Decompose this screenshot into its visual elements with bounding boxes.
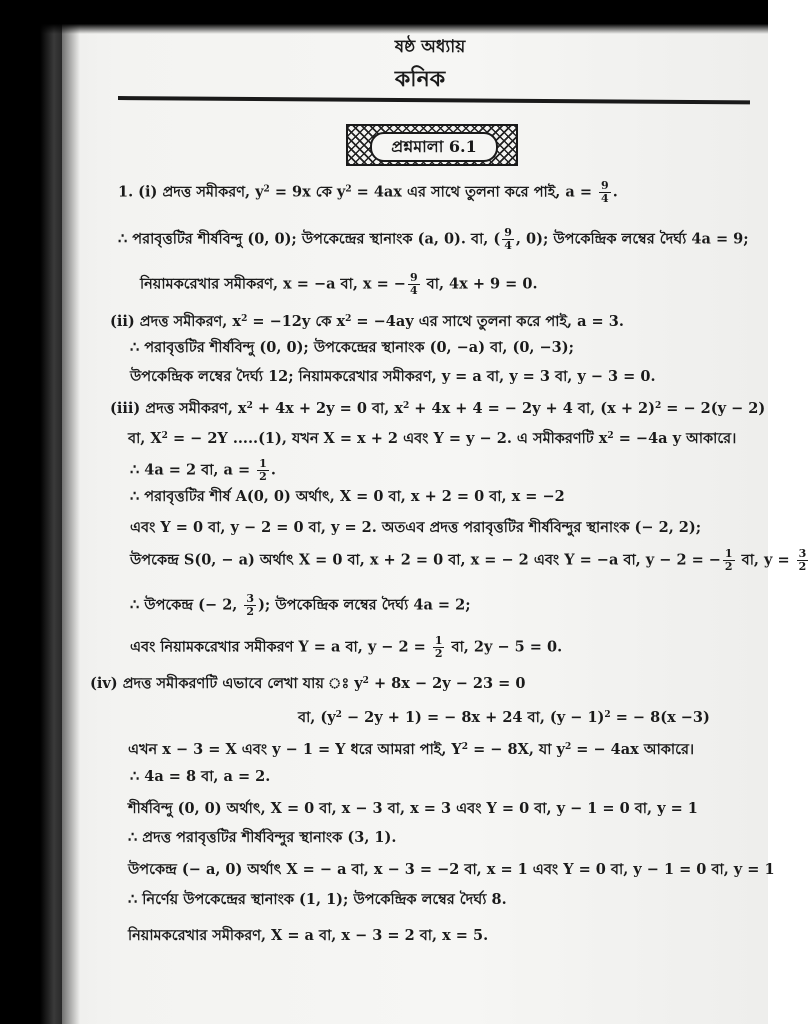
exponent: 2 — [607, 431, 614, 441]
text-run: 1. (i) প্রদত্ত সমীকরণ, y — [118, 183, 264, 201]
fraction-denominator: 2 — [246, 605, 255, 618]
fraction-numerator: 9 — [601, 179, 609, 192]
text-run: উপকেন্দ্রিক লম্বের দৈর্ঘ্য 12; নিয়ামকরেখার সমীকরণ, y = a বা, y = 3 বা, y − 3 = 0. — [130, 368, 656, 385]
text-run: = 4ax এর সাথে তুলনা করে পাই, a = — [351, 183, 598, 201]
exponent: 2 — [246, 401, 253, 411]
text-line — [130, 768, 270, 786]
text-run: = − 2(y − 2) — [661, 400, 766, 417]
text-run: নিয়ামকরেখার সমীকরণ, x = −a বা, x = − — [140, 275, 406, 293]
text-line — [128, 861, 775, 879]
text-run: ∴ 4a = 8 বা, a = 2. — [130, 768, 271, 785]
text-run: এবং নিয়ামকরেখার সমীকরণ Y = a বা, y − 2 = — [130, 638, 431, 656]
exponent: 2 — [604, 710, 611, 720]
text-run: এখন x − 3 = X এবং y − 1 = Y ধরে আমরা পাই, Y — [128, 741, 462, 758]
text-line — [110, 310, 624, 331]
text-line — [128, 738, 694, 759]
text-run: (iii) প্রদত্ত সমীকরণ, x — [110, 400, 247, 417]
text-run: ∴ প্রদত্ত পরাবৃত্তটির শীর্ষবিন্দুর স্থানাংক (3, 1). — [128, 829, 397, 846]
fraction-numerator: 1 — [434, 634, 443, 647]
text-line — [128, 927, 488, 945]
fraction-denominator: 2 — [724, 560, 733, 573]
text-run: = −4a y আকারে। — [613, 430, 737, 447]
fraction — [408, 272, 420, 297]
text-run: বা, (y — [298, 709, 336, 726]
chapter-title: কনিক — [394, 66, 446, 92]
text-line — [130, 488, 565, 506]
exponent: 2 — [335, 710, 342, 720]
fraction-denominator: 4 — [504, 239, 512, 252]
text-run: বা, 2y − 5 = 0. — [446, 638, 563, 656]
text-line — [128, 891, 507, 909]
text-run: বা, X — [128, 430, 162, 447]
page-edge-shadow — [0, 0, 62, 1024]
text-run: , 0); উপকেন্দ্রিক লম্বের দৈর্ঘ্য 4a = 9; — [515, 230, 749, 248]
text-line — [130, 635, 562, 660]
page-top-shadow — [0, 0, 768, 34]
text-run: (iv) প্রদত্ত সমীকরণটি এভাবে লেখা যায় ঃ y — [90, 675, 363, 692]
text-run: উপকেন্দ্র S(0, − a) অর্থাৎ X = 0 বা, x + 2 = 0 বা, x = − 2 এবং Y = −a বা, y − 2 = − — [130, 551, 721, 569]
text-run: = −12y কে x — [247, 313, 346, 330]
fraction-denominator: 2 — [434, 647, 443, 660]
text-line — [130, 458, 276, 483]
text-run: ); উপকেন্দ্রিক লম্বের দৈর্ঘ্য 4a = 2; — [258, 596, 471, 614]
text-run: = − 2Y .....(1), যখন X = x + 2 এবং Y = y − 2. এ সমীকরণটি x — [167, 430, 608, 447]
fraction-numerator: 3 — [798, 547, 807, 560]
fraction — [599, 180, 611, 205]
text-run: (ii) প্রদত্ত সমীকরণ, x — [110, 313, 242, 330]
text-run: নিয়ামকরেখার সমীকরণ, X = a বা, x − 3 = 2 বা, x = 5. — [128, 927, 489, 944]
text-line — [118, 180, 618, 205]
fraction-denominator: 2 — [259, 470, 267, 483]
fraction-denominator: 4 — [409, 284, 418, 297]
text-run: শীর্ষবিন্দু (0, 0) অর্থাৎ, X = 0 বা, x − 3 বা, x = 3 এবং Y = 0 বা, y − 1 = 0 বা, y = 1 — [128, 800, 698, 817]
exercise-badge — [346, 124, 518, 166]
text-run: বা, y = — [736, 551, 795, 569]
text-line — [130, 339, 574, 357]
fraction — [502, 227, 514, 252]
exponent: 2 — [345, 184, 352, 195]
text-run: = −4ay এর সাথে তুলনা করে পাই, a = 3. — [351, 313, 624, 330]
text-line — [128, 829, 396, 847]
fraction — [244, 593, 256, 618]
text-run: − 2y + 1) = − 8x + 24 বা, (y − 1) — [341, 709, 605, 726]
text-line — [90, 672, 525, 693]
exponent: 2 — [654, 401, 662, 411]
text-run: উপকেন্দ্র (− a, 0) অর্থাৎ X = − a বা, x − 3 = −2 বা, x = 1 এবং Y = 0 বা, y − 1 = 0 বা, y = 1 — [128, 861, 775, 878]
exponent: 2 — [461, 742, 469, 752]
fraction — [433, 635, 445, 660]
text-line — [128, 427, 736, 448]
fraction — [797, 548, 809, 573]
text-line — [130, 593, 471, 618]
text-run: + 4x + 2y = 0 বা, x — [252, 400, 403, 417]
fraction-numerator: 3 — [246, 592, 255, 605]
text-run: = 9x কে y — [269, 183, 346, 201]
text-line — [130, 368, 656, 386]
chapter-heading: ষষ্ঠ অধ্যায় — [394, 37, 466, 57]
exponent: 2 — [161, 431, 168, 441]
text-run: ∴ পরাবৃত্তটির শীর্ষ A(0, 0) অর্থাৎ, X = 0 বা, x + 2 = 0 বা, x = −2 — [130, 488, 565, 505]
text-run: . — [270, 461, 276, 479]
text-run: ∴ পরাবৃত্তটির শীর্ষবিন্দু (0, 0); উপকেন্দ্রের স্থানাংক (0, −a) বা, (0, −3); — [130, 339, 574, 356]
text-line — [110, 397, 765, 418]
exercise-label: প্রশ্নমালা 6.1 — [370, 132, 498, 162]
text-run: ∴ নির্ণেয় উপকেন্দ্রের স্থানাংক (1, 1); উপকেন্দ্রিক লম্বের দৈর্ঘ্য 8. — [128, 891, 507, 908]
exponent: 2 — [564, 742, 572, 752]
fraction-numerator: 1 — [259, 457, 267, 470]
exponent: 2 — [345, 314, 352, 324]
text-run: ∴ 4a = 2 বা, a = — [130, 461, 256, 479]
text-run: = − 4ax আকারে। — [571, 741, 695, 758]
text-run: + 8x − 2y − 23 = 0 — [368, 675, 526, 692]
text-run: = − 8X, যা y — [468, 741, 565, 758]
exponent: 2 — [263, 184, 270, 195]
text-run: এবং Y = 0 বা, y − 2 = 0 বা, y = 2. অতএব প্রদত্ত পরাবৃত্তটির শীর্ষবিন্দুর স্থানাংক (− 2, 2); — [130, 519, 702, 536]
fraction — [257, 458, 269, 483]
text-run: বা, 4x + 9 = 0. — [421, 275, 538, 293]
text-run: + 4x + 4 = − 2y + 4 বা, (x + 2) — [409, 400, 655, 417]
fraction — [723, 548, 735, 573]
text-line — [130, 548, 810, 573]
fraction-numerator: 9 — [409, 271, 418, 284]
fraction-denominator: 2 — [798, 560, 807, 573]
text-run: = − 8(x −3) — [610, 709, 710, 726]
fraction-denominator: 4 — [601, 192, 609, 205]
text-line — [118, 227, 749, 252]
title-divider — [118, 96, 750, 104]
text-line — [140, 272, 538, 297]
exponent: 2 — [362, 676, 369, 686]
text-run: ∴ উপকেন্দ্র (− 2, — [130, 596, 243, 614]
fraction-numerator: 1 — [724, 547, 733, 560]
text-run: . — [612, 183, 618, 201]
text-run: ∴ পরাবৃত্তটির শীর্ষবিন্দু (0, 0); উপকেন্দ্রের স্থানাংক (a, 0). বা, ( — [118, 230, 501, 248]
fraction-numerator: 9 — [504, 226, 512, 239]
text-line — [298, 706, 710, 727]
exponent: 2 — [402, 401, 410, 411]
text-line — [128, 800, 698, 818]
exponent: 2 — [241, 314, 248, 324]
text-line — [130, 519, 701, 537]
